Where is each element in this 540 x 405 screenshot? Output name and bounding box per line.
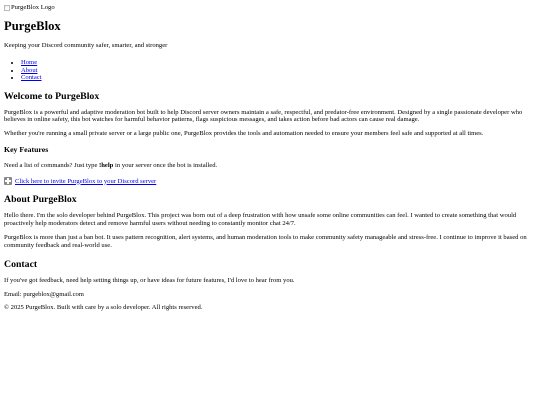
help-hint-prefix: Need a list of commands? Just type xyxy=(4,161,100,169)
welcome-paragraph-1: PurgeBlox is a powerful and adaptive moderation bot built to help Discord server owners maintain a safe, respectful, and predator-free environment. Designed by a single passionate developer who believes in online safety, this bot watches for harmful behavior patterns, flags suspicious messages, and takes action before bad actors can cause real damage. xyxy=(4,108,523,124)
contact-email: Email: purgeblox@gmail.com xyxy=(4,290,84,298)
features-heading: Key Features xyxy=(4,145,49,155)
logo-alt-text: PurgeBlox Logo xyxy=(11,4,55,12)
nav-item-about xyxy=(21,67,536,75)
broken-image-icon xyxy=(4,5,10,11)
about-heading: About PurgeBlox xyxy=(4,194,77,206)
about-paragraph-2: PurgeBlox is more than just a ban bot. It uses pattern recognition, alert systems, and human moderation tools to make community safety manageable and stress-free. I continue to improve it based on community feedback and real-world use. xyxy=(4,234,527,249)
help-hint-suffix: in your server once the bot is installed. xyxy=(113,161,218,169)
plus-icon xyxy=(4,177,12,185)
nav-link-home[interactable]: Home xyxy=(21,59,38,67)
welcome-heading: Welcome to PurgeBlox xyxy=(4,90,100,102)
site-footer xyxy=(4,304,536,312)
footer-text: © 2025 PurgeBlox. Built with care by a solo developer. All rights reserved. xyxy=(4,304,203,312)
nav-link-contact[interactable]: Contact xyxy=(21,74,42,82)
help-command: !help xyxy=(99,161,114,169)
site-title: PurgeBlox xyxy=(4,19,61,33)
about-paragraph-1: Hello there. I'm the solo developer behind PurgeBlox. This project was born out of a deep frustration with how unsafe some online communities can feel. I wanted to create something that would proactively help moderators detect and remove harmful users without needing to constantly monitor chat 24/7. xyxy=(4,212,517,228)
contact-section xyxy=(4,259,536,299)
tagline: Keeping your Discord community safer, smarter, and stronger xyxy=(4,42,168,50)
logo xyxy=(4,4,536,12)
nav-item-contact xyxy=(21,74,536,82)
welcome-paragraph-2: Whether you're running a small private server or a large public one, PurgeBlox provides the tools and automation needed to ensure your members feel safe and supported at all times. xyxy=(4,130,484,138)
nav-item-home xyxy=(21,59,536,67)
site-header xyxy=(4,4,536,50)
contact-paragraph: If you've got feedback, need help setting things up, or have ideas for future features, I'd love to hear from you. xyxy=(4,276,295,284)
nav-link-about[interactable]: About xyxy=(21,66,38,74)
welcome-section xyxy=(4,91,536,186)
about-section xyxy=(4,194,536,249)
invite-link[interactable]: Click here to invite PurgeBlox to your Discord server xyxy=(15,177,157,185)
contact-heading: Contact xyxy=(4,258,38,270)
nav-list xyxy=(4,59,536,82)
main-nav xyxy=(4,59,536,82)
help-hint xyxy=(4,162,536,170)
invite-row xyxy=(4,177,536,185)
